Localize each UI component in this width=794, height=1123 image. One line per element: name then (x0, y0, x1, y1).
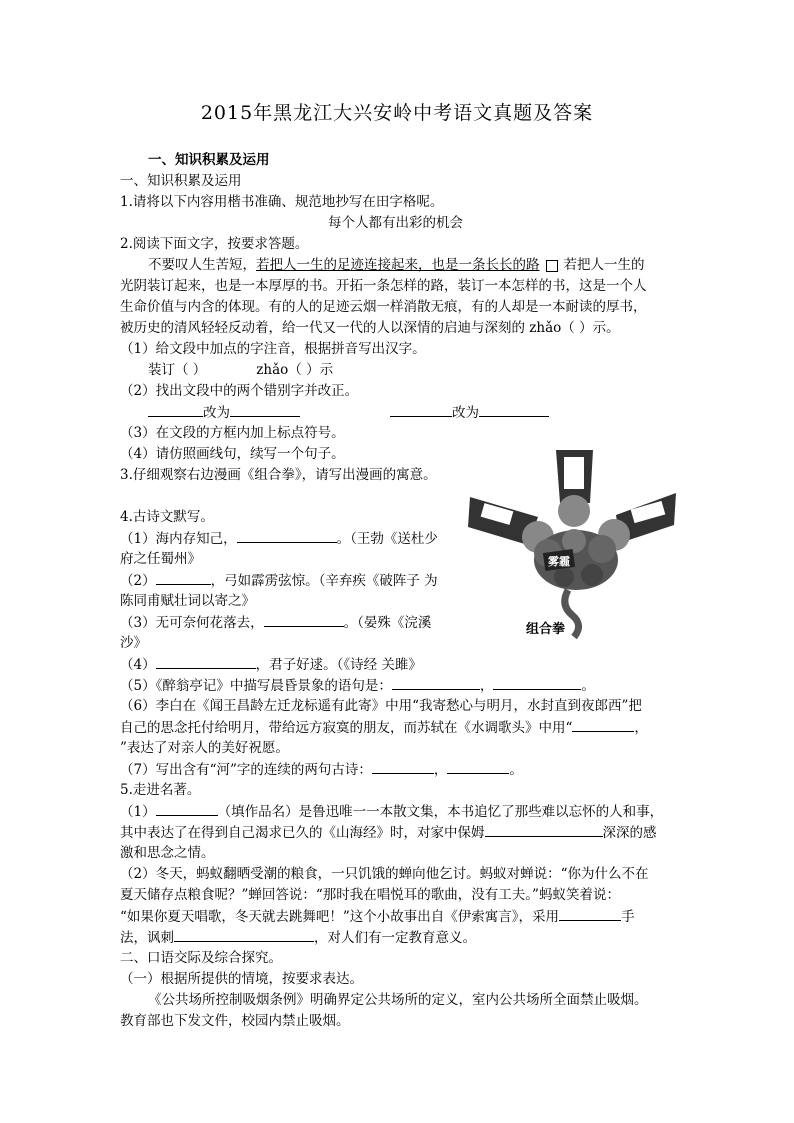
question-5-1-end: 激和思念之情。 (120, 845, 215, 861)
question-4-5: （5）《醉翁亭记》中描写晨昏景象的语句是： ， 。 (120, 675, 595, 696)
question-4-7: （7）写出含有“河”字的连续的两句古诗： ， 。 (120, 759, 523, 780)
passage-text: 不要叹人生苦短， (148, 257, 256, 273)
answer-blank[interactable] (156, 801, 218, 816)
answer-blank[interactable] (493, 675, 581, 690)
answer-blank[interactable] (156, 654, 256, 669)
q-text: （1） (120, 804, 156, 820)
answer-line-2-2 (148, 402, 549, 423)
question-4-6: （6）李白在《闻王昌龄左迁龙标遥有此寄》中用“我寄愁心与明月，水封直到夜郎西”把 (120, 698, 642, 714)
question-4-3 (120, 612, 431, 633)
question-2-2: （2）找出文段中的两个错别字并改正。 (120, 383, 359, 399)
answer-line-2-1 (148, 360, 333, 380)
question-4-6-end: ”表达了对亲人的美好祝愿。 (120, 740, 289, 756)
passage-line-1 (148, 255, 645, 275)
punctuation-box[interactable] (546, 260, 558, 272)
question-5-2: （2）冬天，蚂蚁翻晒受潮的粮食，一只饥饿的蝉向他乞讨。蚂蚁对蝉说：“你为什么不在 (120, 866, 649, 882)
question-5: 5.走进名著。 (120, 782, 201, 798)
q-text: （填作品名）是鲁迅唯一一本散文集，本书追忆了那些难以忘怀的人和事， (217, 804, 664, 820)
question-2: 2.阅读下面文字，按要求答题。 (120, 236, 309, 252)
smog-label: 雾霾 (548, 555, 570, 568)
question-2-1: （1）给文段中加点的字注音，根据拼音写出汉字。 (120, 341, 426, 357)
question-1: 1.请将以下内容用楷书准确、规范地抄写在田字格呢。 (120, 194, 444, 210)
question-5-1 (120, 801, 663, 822)
q-text: （4） (120, 657, 156, 673)
passage-line-4: 被历史的清风轻轻反动着，给一代又一代的人以深情的启迪与深刻的 zhǎo（ ）示。 (120, 320, 620, 336)
copy-text: 每个人都有出彩的机会 (328, 215, 463, 231)
answer-blank[interactable] (390, 402, 452, 417)
question-4-4 (120, 654, 422, 675)
question-5-2-end (120, 927, 476, 948)
answer-blank[interactable] (174, 927, 314, 942)
section-label: 一、知识积累及运用 (120, 173, 242, 189)
smog-cloud (534, 529, 618, 637)
q-text: （5）《醉翁亭记》中描写晨昏景象的语句是： (120, 678, 392, 694)
section-2-para-1: 《公共场所控制吸烟条例》明确界定公共场所的定义，室内公共场所全面禁止吸烟。 (148, 992, 648, 1008)
q-text: 法，讽刺 (120, 930, 174, 946)
question-4-3-cont: 沙》 (120, 635, 147, 651)
question-4-2 (120, 570, 438, 591)
question-4-2-cont: 陈同甫赋壮词以寄之》 (120, 593, 255, 609)
q-text: 其中表达了在得到自己渴求已久的《山海经》时，对家中保姆 (120, 825, 485, 841)
answer-blank[interactable] (447, 759, 509, 774)
answer-blank[interactable] (372, 759, 434, 774)
section-2: 二、口语交际及综合探究。 (120, 950, 282, 966)
answer-blank[interactable] (572, 717, 634, 732)
section-2-para-2: 教育部也下发文件，校园内禁止吸烟。 (120, 1013, 350, 1029)
q-text: ，对人们有一定教育意义。 (314, 930, 476, 946)
question-5-1-cont (120, 822, 657, 843)
answer-blank[interactable] (264, 612, 344, 627)
underlined-sentence: 若把人一生的足迹连接起来，也是一条长长的路 (256, 257, 540, 273)
question-4-1 (120, 528, 438, 549)
answer-blank[interactable] (230, 402, 300, 417)
q-text: “如果你夏天唱歌，冬天就去跳舞吧！”这个小故事出自《伊索寓言》，采用 (120, 909, 560, 925)
answer-blank[interactable] (392, 675, 480, 690)
q-text: （3）无可奈何花落去， (120, 615, 264, 631)
answer-blank[interactable] (237, 528, 337, 543)
question-4-6-cont: 自己的思念托付给明月，带给远方寂寞的朋友，而苏轼在《水调歌头》中用“ ， (120, 717, 648, 738)
section-2-1: （一）根据所提供的情境，按要求表达。 (120, 971, 363, 987)
pinyin-blank[interactable]: 装订（ ） (148, 362, 207, 378)
passage-line-3: 生命价值与内含的体现。有的人的足迹云烟一样消散无痕，有的人却是一本耐读的厚书， (120, 299, 647, 315)
q-text: ，弓如霹雳弦惊。（辛弃疾《破阵子 为 (210, 573, 438, 589)
question-4-1-cont: 府之任蜀州》 (120, 551, 201, 567)
label-gai: 改为 (203, 405, 230, 421)
passage-line-2: 光阴装订起来，也是一本厚厚的书。开拓一条怎样的路，装订一本怎样的书，这是一个人 (120, 278, 647, 294)
question-4: 4.古诗文默写。 (120, 509, 214, 525)
q-text: ，君子好逑。（《诗经 关雎》 (255, 657, 422, 673)
answer-blank[interactable] (479, 402, 549, 417)
q-text: （2） (120, 573, 156, 589)
section-heading: 一、知识积累及运用 (148, 152, 270, 168)
q-text: 。（王勃《送杜少 (336, 531, 438, 547)
q-text: 深深的感 (602, 825, 657, 841)
cartoon-illustration (468, 445, 678, 645)
question-3: 3.仔细观察右边漫画《组合拳》，请写出漫画的寓意。 (120, 467, 437, 483)
passage-text: 若把人一生的 (563, 257, 645, 273)
question-5-2-cont: 夏天储存点粮食呢？”蝉回答说：“那时我在唱悦耳的歌曲，没有工夫。”蚂蚁笑着说： (120, 887, 620, 903)
q-text: （7）写出含有“河”字的连续的两句古诗： (120, 762, 372, 778)
char-blank[interactable]: zhǎo（ ）示 (256, 362, 334, 378)
label-gai: 改为 (452, 405, 479, 421)
question-2-3: （3）在文段的方框内加上标点符号。 (120, 425, 345, 441)
question-2-4: （4）请仿照画线句，续写一个句子。 (120, 446, 345, 462)
page-title: 2015年黑龙江大兴安岭中考语文真题及答案 (200, 102, 594, 124)
q-text: 自己的思念托付给明月，带给远方寂寞的朋友，而苏轼在《水调歌头》中用“ (120, 720, 573, 736)
q-text: 手 (621, 909, 635, 925)
answer-blank[interactable] (156, 570, 211, 585)
question-5-2-cont2 (120, 906, 635, 927)
answer-blank[interactable] (485, 822, 603, 837)
q-text: （1）海内存知己， (120, 531, 237, 547)
q-text: 。（晏殊《浣溪 (343, 615, 432, 631)
answer-blank[interactable] (559, 906, 621, 921)
answer-blank[interactable] (148, 402, 203, 417)
fist-top-arm (556, 450, 593, 527)
cartoon-caption: 组合拳 (526, 622, 566, 637)
